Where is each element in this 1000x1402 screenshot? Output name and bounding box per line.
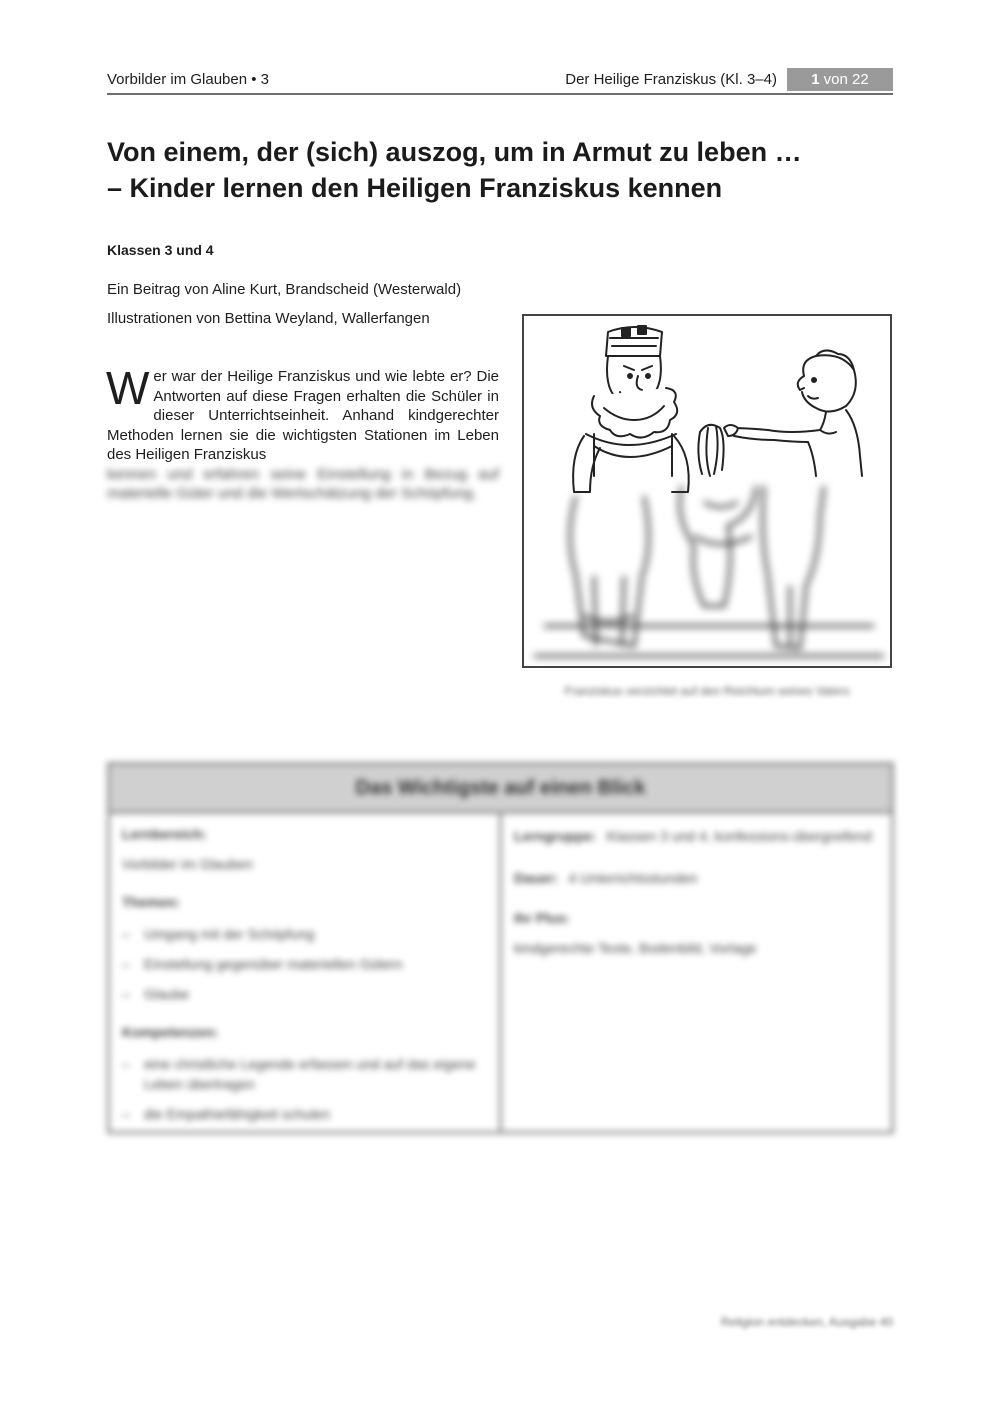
kompetenzen-label: Kompetenzen: xyxy=(122,1024,219,1040)
unit-title: Der Heilige Franziskus (Kl. 3–4) xyxy=(565,71,777,88)
page-counter xyxy=(787,68,893,91)
author-credit: Ein Beitrag von Aline Kurt, Brandscheid (Westerwald) xyxy=(107,281,462,298)
list-item: – Einstellung gegenüber materiellen Gütern xyxy=(122,954,487,974)
summary-box xyxy=(107,762,894,1134)
page-footer: Religion entdecken, Ausgabe 40 xyxy=(720,1315,893,1329)
summary-right-column xyxy=(502,814,891,1134)
page-current: 1 xyxy=(811,71,820,88)
dauer-label: Dauer: xyxy=(514,870,559,886)
illustration-caption: Franziskus verzichtet auf den Reichtum seines Vaters xyxy=(564,684,850,698)
title-line-2: – Kinder lernen den Heiligen Franziskus kennen xyxy=(107,173,723,203)
series-title: Vorbilder im Glauben • 3 xyxy=(107,71,270,88)
themen-label: Themen: xyxy=(122,894,181,910)
grade-level: Klassen 3 und 4 xyxy=(107,242,214,258)
illustration-lower-blurred xyxy=(534,486,884,656)
summary-left-column xyxy=(110,814,502,1134)
list-item: – die Empathiefähigkeit schulen xyxy=(122,1104,487,1124)
dauer-value: 4 Unterrichtsstunden xyxy=(568,870,698,886)
lerngruppe-label: Lerngruppe: xyxy=(514,828,597,844)
lerngruppe-row xyxy=(514,826,879,846)
franziskus-illustration xyxy=(524,316,892,668)
lerngruppe-value: Klassen 3 und 4, konfessions-übergreifend xyxy=(606,828,872,844)
kompetenzen-list xyxy=(122,1054,487,1124)
page-total: von 22 xyxy=(823,71,869,88)
list-item: – Umgang mit der Schöpfung xyxy=(122,924,487,944)
title-line-1: Von einem, der (sich) auszog, um in Armut zu leben … xyxy=(107,137,802,167)
intro-visible-text: er war der Heilige Franziskus und wie lebte er? Die Antworten auf diese Fragen erhalten die Schüler in dieser Unterrichtseinheit. Anhand kindgerechter Methoden lernen sie die wichtigsten Stationen im Leben des Heiligen Franziskus xyxy=(107,368,499,463)
illustration-frame xyxy=(522,314,892,668)
plus-label: Ihr Plus: xyxy=(514,910,571,926)
intro-blurred-text: kennen und erfahren seine Einstellung in Bezug auf materielle Güter und die Wertschätzung der Schöpfung. xyxy=(107,465,499,502)
themen-list xyxy=(122,924,487,1004)
drop-cap: W xyxy=(106,362,150,414)
page-header xyxy=(107,68,893,95)
plus-value: kindgerechte Texte, Bodenbild, Vorlage xyxy=(514,940,757,956)
document-title xyxy=(107,134,897,206)
list-item: – Glaube xyxy=(122,984,487,1004)
summary-heading: Das Wichtigste auf einen Blick xyxy=(110,765,891,814)
lernbereich-value: Vorbilder im Glauben xyxy=(122,856,253,872)
list-item: – eine christliche Legende erfassen und auf das eigene Leben übertragen xyxy=(122,1054,487,1094)
dauer-row xyxy=(514,868,879,888)
intro-paragraph xyxy=(106,362,499,504)
lernbereich-label: Lernbereich: xyxy=(122,826,207,842)
illustrator-credit: Illustrationen von Bettina Weyland, Wallerfangen xyxy=(107,310,430,327)
